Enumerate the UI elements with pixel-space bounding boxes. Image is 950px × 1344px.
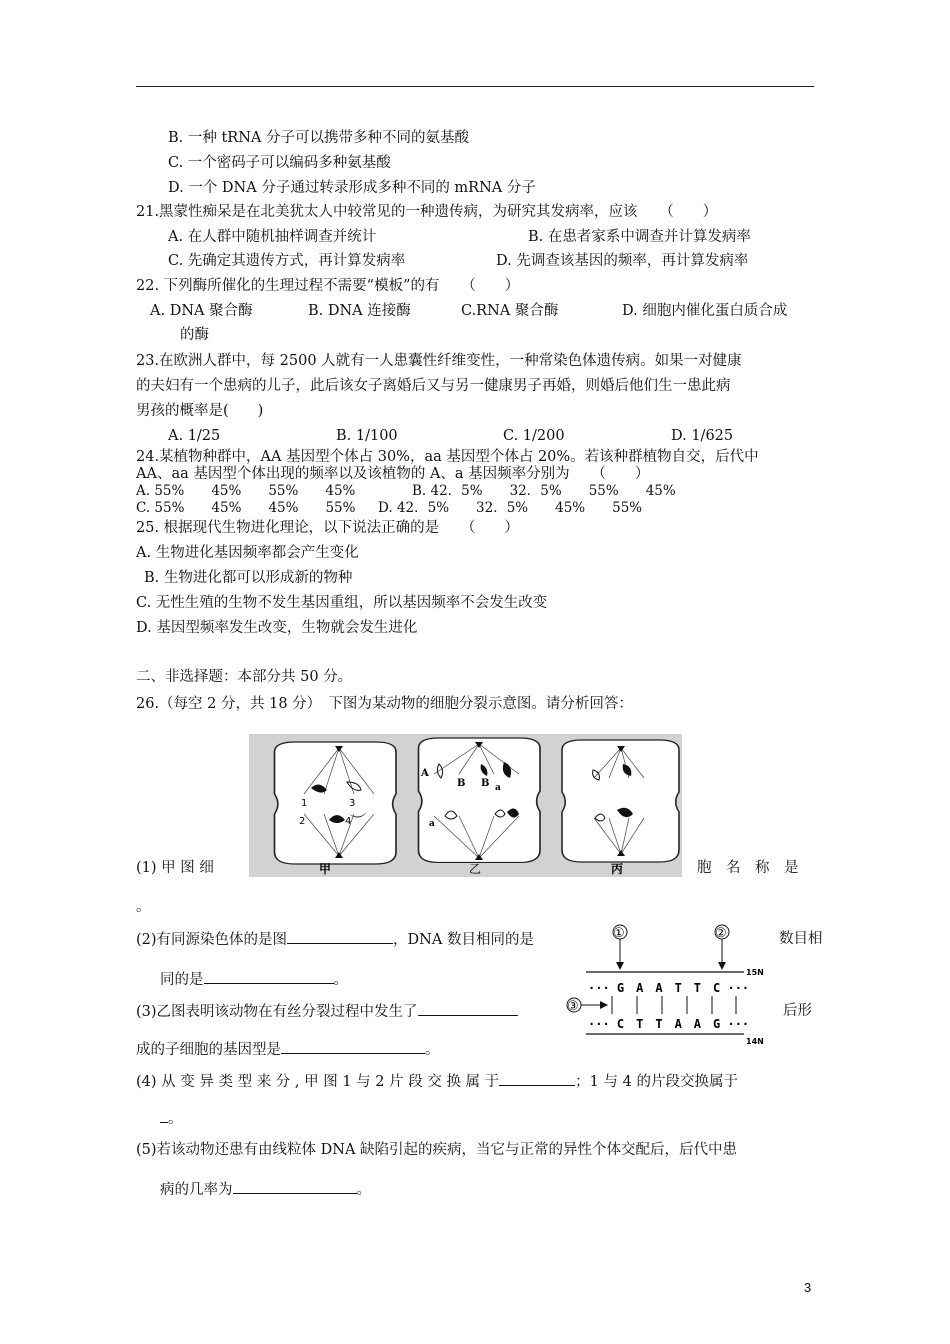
arrow-1 bbox=[616, 962, 624, 970]
q26-p1-end: 。 bbox=[136, 899, 151, 915]
q23-option-b: B. 1/100 bbox=[336, 428, 398, 444]
q26-p4-b: ；1 与 4 的片段交换属于 bbox=[575, 1074, 738, 1090]
answer-blank-3a[interactable] bbox=[418, 1001, 518, 1016]
q21-stem: 21.黑蒙性痴呆是在北美犹太人中较常见的一种遗传病，为研究其发病率，应该 （ ） bbox=[136, 204, 718, 220]
q23-line2: 的夫妇有一个患病的儿子，此后该女子离婚后又与另一健康男子再婚，则婚后他们生一患此病 bbox=[136, 378, 731, 394]
q21-option-c: C. 先确定其遗传方式，再计算发病率 bbox=[168, 253, 406, 269]
q23-option-c: C. 1/200 bbox=[503, 428, 565, 444]
chrom-num-4: 4 bbox=[345, 816, 352, 827]
q26-p1-right: 胞 名 称 是 bbox=[697, 860, 799, 876]
q25-option-d: D. 基因型频率发生改变，生物就会发生进化 bbox=[136, 620, 418, 636]
q26-p4-line2 bbox=[160, 1108, 183, 1129]
cell-division-drawing bbox=[249, 734, 682, 877]
gene-label-a2: a bbox=[429, 819, 435, 829]
q21-option-b: B. 在患者家系中调查并计算发病率 bbox=[528, 229, 751, 245]
fig-label-yi: 乙 bbox=[469, 862, 482, 876]
q20-option-b: B. 一种 tRNA 分子可以携带多种不同的氨基酸 bbox=[168, 130, 469, 146]
q26-p5-line1: (5)若该动物还患有由线粒体 DNA 缺陷引起的疾病，当它与正常的异性个体交配后，后代中患 bbox=[136, 1142, 738, 1158]
q22-option-d: D. 细胞内催化蛋白质合成 bbox=[622, 303, 788, 319]
q26-p5-line2 bbox=[160, 1179, 371, 1200]
q26-p3-line1 bbox=[136, 1001, 518, 1022]
gene-label-B1: B bbox=[457, 778, 466, 789]
q26-p1-left: (1) 甲 图 细 bbox=[136, 860, 214, 876]
q26-p5-c: 。 bbox=[356, 1182, 371, 1198]
q22-option-a: A. DNA 聚合酶 bbox=[150, 303, 253, 319]
gene-label-B2: B bbox=[481, 778, 490, 789]
q26-p5-b: 病的几率为 bbox=[160, 1182, 233, 1198]
chrom-num-2: 2 bbox=[299, 816, 306, 827]
gene-label-a1: a bbox=[495, 783, 501, 793]
answer-blank-5[interactable] bbox=[233, 1179, 357, 1194]
marker-1: ① bbox=[613, 926, 625, 941]
bottom-strand: ··· C T T A A G ··· bbox=[588, 1017, 750, 1031]
q25-option-c: C. 无性生殖的生物不发生基因重组，所以基因频率不会发生改变 bbox=[136, 595, 548, 611]
chrom-num-3: 3 bbox=[349, 798, 356, 809]
top-strand: ··· G A A T T C ··· bbox=[588, 981, 750, 995]
q26-p2-a: (2)有同源染色体的是图 bbox=[136, 932, 288, 948]
q24-option-a: A. 55% 45% 55% 45% bbox=[136, 483, 356, 499]
answer-blank-2b[interactable] bbox=[204, 969, 334, 984]
q26-p2-b: ，DNA 数目相同的是 bbox=[393, 932, 534, 948]
q26-p3-line2 bbox=[136, 1039, 440, 1060]
q26-p4-c: 。 bbox=[168, 1111, 183, 1127]
q23-option-a: A. 1/25 bbox=[168, 428, 221, 444]
q25-option-a: A. 生物进化基因频率都会产生变化 bbox=[136, 545, 359, 561]
q20-option-d: D. 一个 DNA 分子通过转录形成多种不同的 mRNA 分子 bbox=[168, 180, 536, 196]
q20-option-c: C. 一个密码子可以编码多种氨基酸 bbox=[168, 155, 391, 171]
label-15N: 15N bbox=[746, 968, 764, 977]
q22-option-b: B. DNA 连接酶 bbox=[308, 303, 411, 319]
q26-stem: 26.（每空 2 分，共 18 分） 下图为某动物的细胞分裂示意图。请分析回答： bbox=[136, 696, 633, 712]
fig-label-jia: 甲 bbox=[319, 862, 332, 876]
q21-option-a: A. 在人群中随机抽样调查并统计 bbox=[168, 229, 377, 245]
arrow-3 bbox=[600, 1001, 608, 1009]
marker-3: ③ bbox=[567, 999, 579, 1014]
q25-stem: 25. 根据现代生物进化理论，以下说法正确的是 （ ） bbox=[136, 520, 519, 536]
q26-p2-c: 数目相 bbox=[779, 931, 823, 947]
section2-heading: 二、非选择题：本部分共 50 分。 bbox=[136, 669, 353, 685]
cell-division-figure bbox=[249, 734, 682, 877]
q23-option-d: D. 1/625 bbox=[671, 428, 734, 444]
answer-blank-4b[interactable] bbox=[160, 1108, 168, 1123]
q26-p3-d: 。 bbox=[425, 1042, 440, 1058]
q26-p2-e: 。 bbox=[333, 972, 348, 988]
q26-p3-a: (3)乙图表明该动物在有丝分裂过程中发生了 bbox=[136, 1004, 418, 1020]
q24-option-c: C. 55% 45% 45% 55% bbox=[136, 500, 356, 516]
q21-option-d: D. 先调查该基因的频率，再计算发病率 bbox=[496, 253, 749, 269]
fig-label-bing: 丙 bbox=[611, 862, 624, 876]
q26-p3-c: 成的子细胞的基因型是 bbox=[136, 1042, 281, 1058]
answer-blank-4a[interactable] bbox=[499, 1071, 575, 1086]
cell-yi bbox=[419, 738, 541, 862]
q22-stem: 22. 下列酶所催化的生理过程不需要“模板”的有 （ ） bbox=[136, 278, 520, 294]
base-pair-bonds bbox=[612, 996, 736, 1014]
dna-strand-figure bbox=[566, 922, 778, 1046]
marker-2: ② bbox=[715, 926, 727, 941]
page-number: 3 bbox=[804, 1280, 812, 1295]
q24-option-d: D. 42．5% 32．5% 45% 55% bbox=[378, 500, 643, 516]
answer-blank-2a[interactable] bbox=[287, 929, 393, 944]
q25-option-b: B. 生物进化都可以形成新的物种 bbox=[144, 570, 353, 586]
cell-bing bbox=[562, 740, 679, 862]
q23-line1: 23.在欧洲人群中，每 2500 人就有一人患囊性纤维变性，一种常染色体遗传病。如果一对健康 bbox=[136, 353, 742, 369]
q23-line3: 男孩的概率是( ) bbox=[136, 403, 264, 419]
label-14N: 14N bbox=[746, 1037, 764, 1046]
dna-drawing bbox=[566, 922, 778, 1046]
answer-blank-3b[interactable] bbox=[281, 1039, 425, 1054]
q26-p3-b: 后形 bbox=[783, 1003, 812, 1019]
chrom-num-1: 1 bbox=[301, 798, 308, 809]
q24-line2: AA、aa 基因型个体出现的频率以及该植物的 A、a 基因频率分别为 （ ） bbox=[136, 466, 650, 482]
q24-line1: 24.某植物种群中，AA 基因型个体占 30%，aa 基因型个体占 20%。若该种群植物自交，后代中 bbox=[136, 449, 759, 465]
q26-p4-a: (4) 从 变 异 类 型 来 分 , 甲 图 1 与 2 片 段 交 换 属 于 bbox=[136, 1074, 500, 1090]
q22-option-d-cont: 的酶 bbox=[180, 327, 209, 343]
header-rule bbox=[136, 86, 814, 87]
q24-option-b: B. 42．5% 32．5% 55% 45% bbox=[412, 483, 676, 499]
q22-option-c: C.RNA 聚合酶 bbox=[461, 303, 559, 319]
q26-p4-line1 bbox=[136, 1071, 738, 1092]
gene-label-A: A bbox=[421, 768, 429, 779]
q26-p2-d: 同的是 bbox=[160, 972, 204, 988]
q26-p2-line2 bbox=[160, 969, 348, 990]
arrow-2 bbox=[718, 962, 726, 970]
q26-p2-line1 bbox=[136, 929, 534, 950]
